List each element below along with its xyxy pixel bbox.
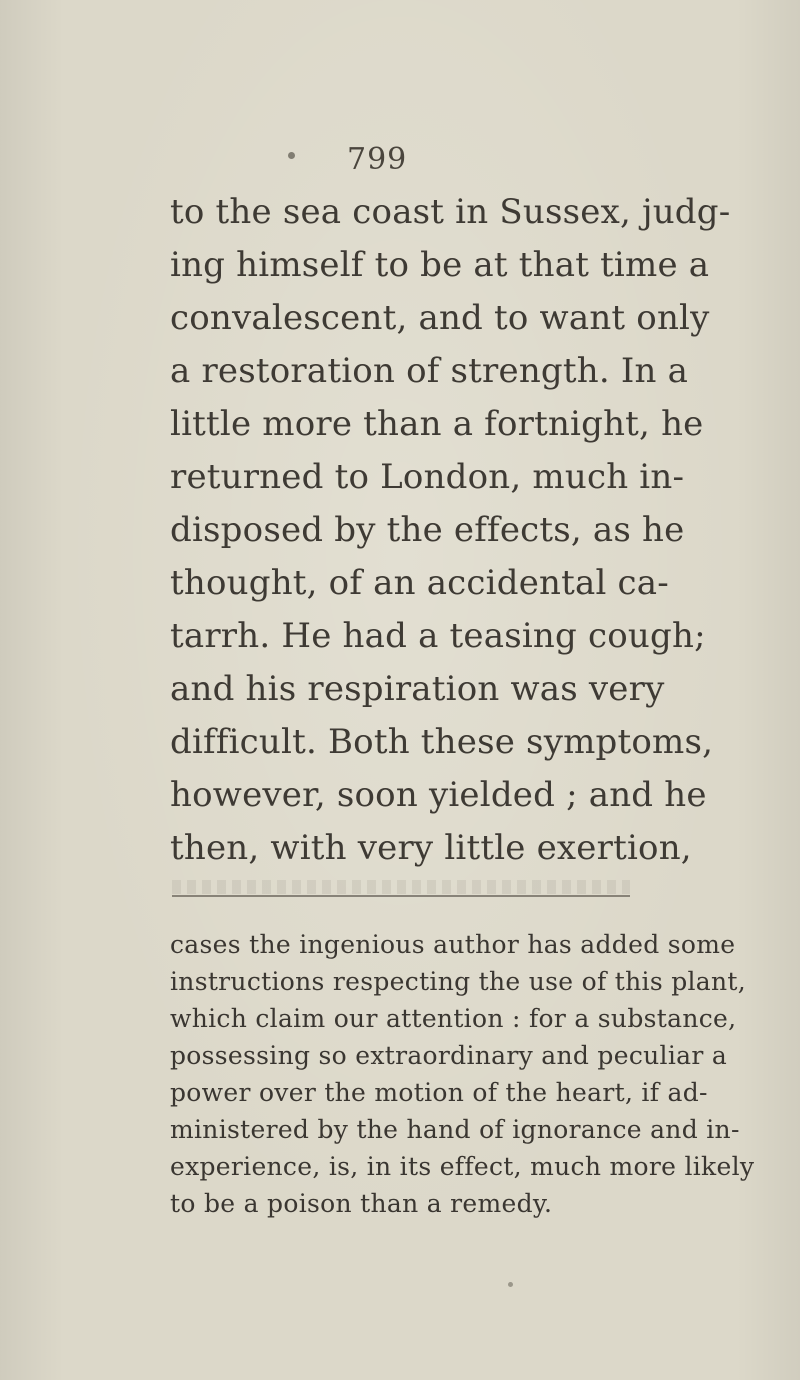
text-line: little more than a fortnight, he [170, 404, 704, 444]
text-line: instructions respecting the use of this plant, [170, 967, 746, 996]
text-line: convalescent, and to want only [170, 298, 710, 338]
text-line: cases the ingenious author has added some [170, 930, 736, 959]
text-line: possessing so extraordinary and peculiar a [170, 1041, 728, 1070]
text-line: thought, of an accidental ca- [170, 563, 669, 603]
text-line: and his respiration was very [170, 669, 665, 709]
text-line: which claim our attention : for a substance, [170, 1004, 737, 1033]
text-line: then, with very little exertion, [170, 828, 692, 868]
text-line: however, soon yielded ; and he [170, 775, 707, 815]
page-number: 799 [347, 142, 408, 177]
text-line: returned to London, much in- [170, 457, 685, 497]
text-line: tarrh. He had a teasing cough; [170, 616, 706, 656]
bleed-through-fragment [172, 880, 630, 894]
text-line: disposed by the effects, as he [170, 510, 685, 550]
text-line: ing himself to be at that time a [170, 245, 710, 285]
ink-spot [288, 152, 295, 159]
text-line: to the sea coast in Sussex, judg- [170, 192, 731, 232]
text-line: experience, is, in its effect, much more likely [170, 1152, 755, 1181]
section-divider [172, 895, 630, 897]
text-line: power over the motion of the heart, if ad- [170, 1078, 708, 1107]
text-line: a restoration of strength. In a [170, 351, 689, 391]
ink-spot [508, 1282, 513, 1287]
text-line: difficult. Both these symptoms, [170, 722, 714, 762]
text-line: to be a poison than a remedy. [170, 1189, 553, 1218]
text-line: ministered by the hand of ignorance and in- [170, 1115, 740, 1144]
